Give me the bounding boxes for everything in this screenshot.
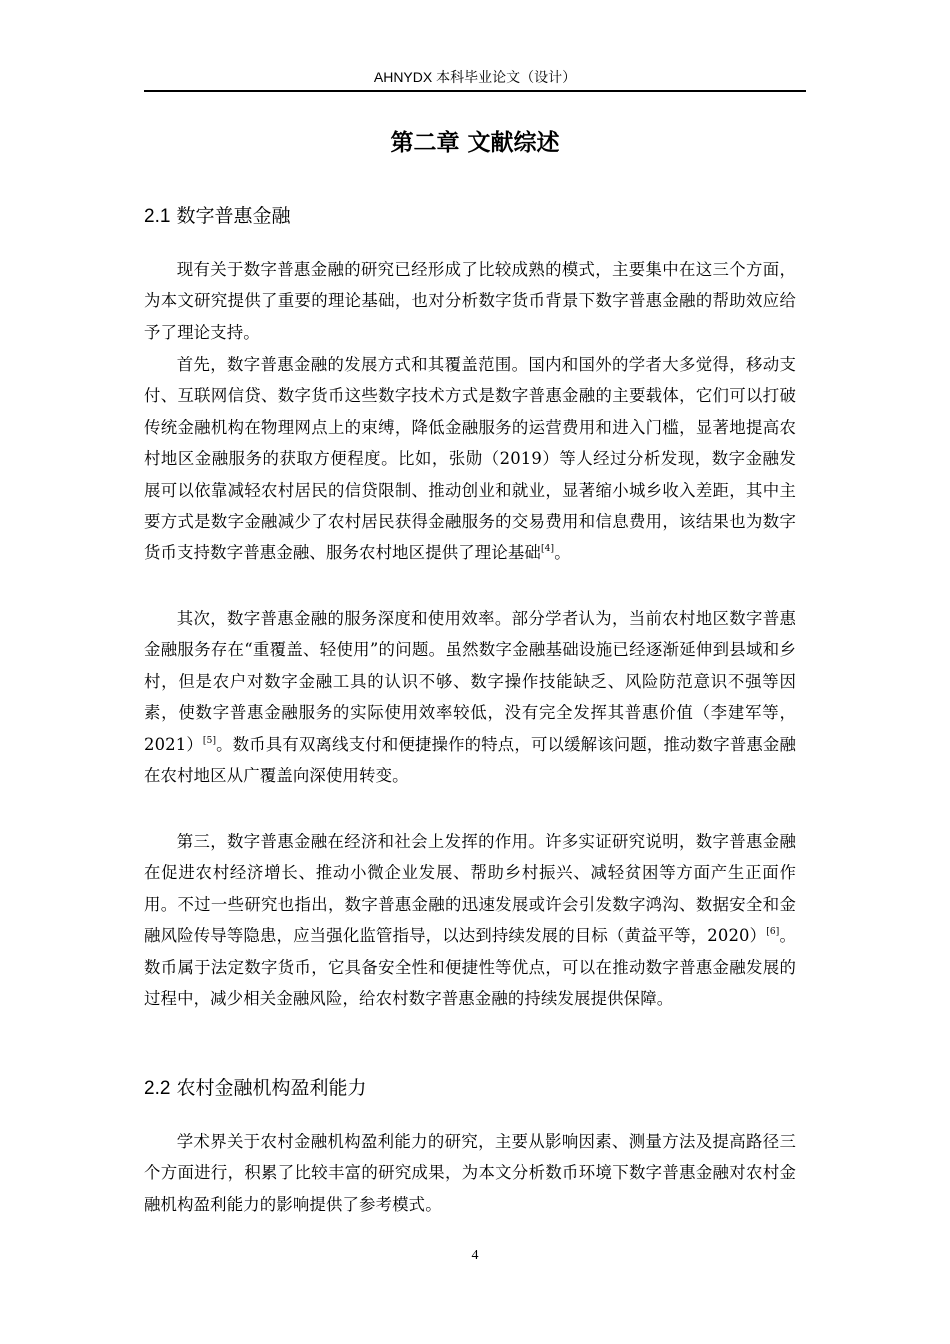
section-title-text: 农村金融机构盈利能力	[176, 1077, 367, 1099]
paragraph-text: 。数币属于法定数字货币，它具备安全性和便捷性等优点，可以在推动数字普惠金融发展的过程中，减少相关金融风险，给农村数字普惠金融的持续发展提供保障。	[144, 926, 797, 1009]
paragraph-text: 第三，数字普惠金融在经济和社会上发挥的作用。许多实证研究说明，数字普惠金融在促进农村经济增长、推动小微企业发展、帮助乡村振兴、减轻贫困等方面产生正面作用。不过一些研究也指出，数字普惠金融的迅速发展或许会引发数字鸿沟、数据安全和金融风险传导等隐患，应当强化监管指导，以达到持续发展的目标（黄益平等，2020）	[144, 832, 796, 946]
paragraph-text: 其次，数字普惠金融的服务深度和使用效率。部分学者认为，当前农村地区数字普惠金融服务存在“重覆盖、轻使用”的问题。虽然数字金融基础设施已经逐渐延伸到县域和乡村，但是农户对数字金融工具的认识不够、数字操作技能缺乏、风险防范意识不强等因素，使数字普惠金融服务的实际使用效率较低，没有完全发挥其普惠价值（李建军等，2021）	[144, 609, 796, 754]
section-number: 2.2	[144, 1078, 171, 1099]
paragraph-text: 。	[554, 543, 571, 563]
paragraph-text: 。数币具有双离线支付和便捷操作的特点，可以缓解该问题，推动数字普惠金融在农村地区从广覆盖向深使用转变。	[144, 734, 797, 786]
section-number: 2.1	[144, 206, 171, 227]
header-rule	[144, 90, 806, 92]
section-heading-2-2	[144, 1074, 806, 1103]
chapter-title: 第二章 文献综述	[390, 130, 560, 156]
paragraph	[144, 254, 796, 348]
section-heading-2-1	[144, 202, 806, 231]
page-number: 4	[471, 1248, 479, 1263]
paragraph	[144, 349, 796, 569]
paragraph	[144, 826, 796, 1014]
citation-ref: [4]	[540, 544, 555, 555]
paragraph	[144, 603, 796, 791]
paragraph-text: 现有关于数字普惠金融的研究已经形成了比较成熟的模式，主要集中在这三个方面，为本文研究提供了重要的理论基础，也对分析数字货币背景下数字普惠金融的帮助效应给予了理论支持。	[144, 260, 796, 342]
citation-ref: [6]	[766, 927, 780, 938]
citation-ref: [5]	[202, 735, 217, 746]
section-title-text: 数字普惠金融	[176, 205, 291, 227]
paragraph-text: 学术界关于农村金融机构盈利能力的研究，主要从影响因素、测量方法及提高路径三个方面进行，积累了比较丰富的研究成果，为本文分析数币环境下数字普惠金融对农村金融机构盈利能力的影响提供了参考模式。	[144, 1132, 796, 1214]
paragraph-text: 首先，数字普惠金融的发展方式和其覆盖范围。国内和国外的学者大多觉得，移动支付、互联网信贷、数字货币这些数字技术方式是数字普惠金融的主要载体，它们可以打破传统金融机构在物理网点上的束缚，降低金融服务的运营费用和进入门槛，显著地提高农村地区金融服务的获取方便程度。比如，张勋（2019）等人经过分析发现，数字金融发展可以依靠减轻农村居民的信贷限制、推动创业和就业，显著缩小城乡收入差距，其中主要方式是数字金融减少了农村居民获得金融服务的交易费用和信息费用，该结果也为数字货币支持数字普惠金融、服务农村地区提供了理论基础	[144, 355, 796, 563]
paragraph	[144, 1126, 796, 1220]
running-header: AHNYDX 本科毕业论文（设计）	[373, 69, 577, 85]
